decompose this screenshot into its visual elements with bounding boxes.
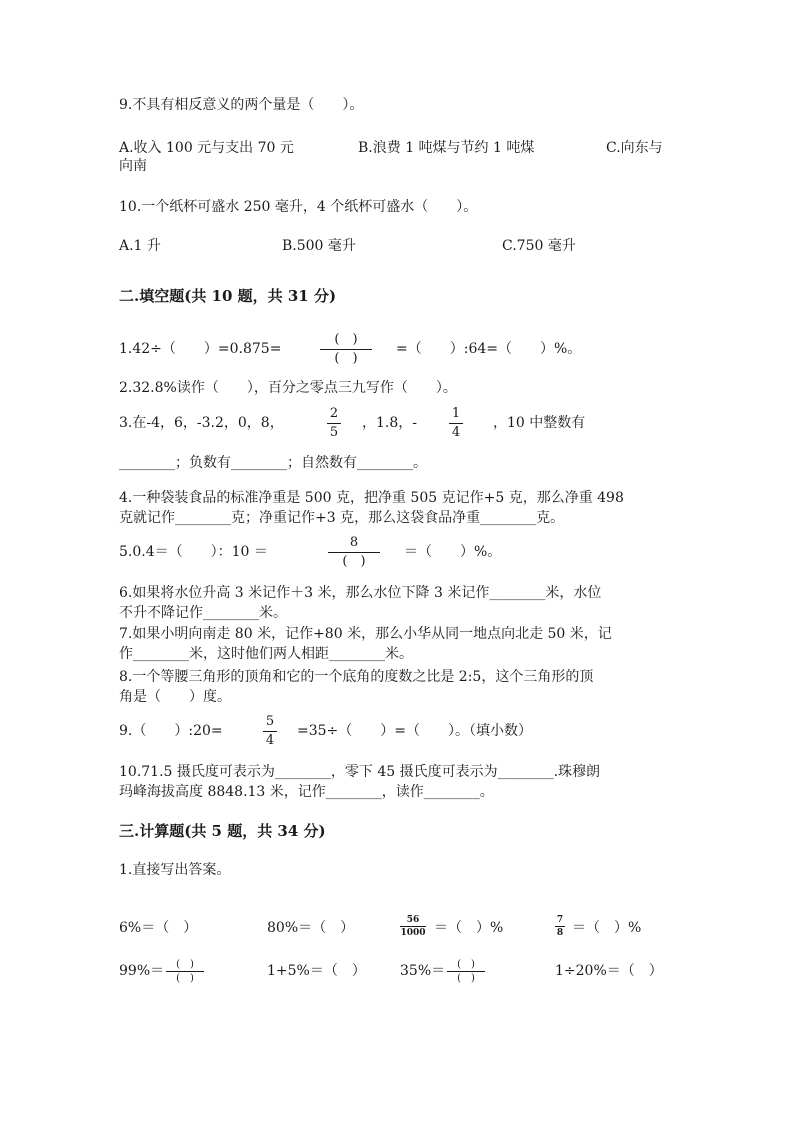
- fill-10a: 10.71.5 摄氏度可表示为________，零下 45 摄氏度可表示为________.珠穆朗: [119, 764, 601, 780]
- q9-option-a: A.收入 100 元与支出 70 元: [119, 140, 294, 156]
- fill-7b: 作________米，这时他们两人相距________米。: [119, 646, 413, 662]
- fill-3c: ，10 中整数有: [493, 415, 586, 431]
- calc-r2-f1-numerator: ( ): [176, 959, 194, 970]
- q10-option-c: C.750 毫升: [502, 238, 576, 254]
- q10-option-a: A.1 升: [119, 238, 161, 254]
- fill-1-numerator: ( ): [334, 332, 358, 347]
- calc-1-stem: 1.直接写出答案。: [119, 862, 231, 878]
- calc-r2-item-2: 1+5%＝（ ）: [267, 963, 366, 979]
- fill-6b: 不升不降记作________米。: [119, 605, 287, 621]
- fill-5a: 5.0.4＝（ ）：10 ＝: [119, 544, 268, 560]
- q9-option-c: C.向东与: [606, 140, 663, 156]
- q10-option-b: B.500 毫升: [282, 238, 356, 254]
- fill-3-numerator-1: 2: [329, 406, 339, 421]
- fill-1b: =（ ）:64=（ ）%。: [396, 341, 582, 357]
- q9-option-b: B.浪费 1 吨煤与节约 1 吨煤: [358, 140, 535, 156]
- fill-5b: ＝（ ）%。: [404, 544, 502, 560]
- calc-r1-f3-numerator: 56: [406, 915, 420, 925]
- fraction-bar: [400, 926, 426, 927]
- fill-5-fraction: [328, 535, 380, 570]
- q9-option-c-cont: 向南: [119, 158, 147, 174]
- fill-6a: 6.如果将水位升高 3 米记作＋3 米，那么水位下降 3 米记作________米，水位: [119, 585, 602, 601]
- calc-r2-item-1: 99%＝: [119, 963, 165, 979]
- fraction-bar: [263, 731, 277, 732]
- calc-r2-f2-denominator: ( ): [457, 973, 475, 984]
- fraction-bar: [327, 423, 341, 424]
- fill-1-denominator: ( ): [334, 351, 358, 366]
- calc-r1-item-2: 80%＝（ ）: [267, 920, 355, 936]
- calc-r1-f3-denominator: 1000: [400, 928, 426, 938]
- fill-8a: 8.一个等腰三角形的顶角和它的一个底角的度数之比是 2:5，这个三角形的顶: [119, 669, 594, 685]
- fill-4b: 克就记作________克；净重记作+3 克，那么这袋食品净重________克。: [119, 510, 565, 526]
- section-2-title: 二.填空题(共 10 题，共 31 分): [119, 287, 337, 305]
- fill-3-numerator-2: 1: [451, 406, 461, 421]
- fill-3b: ，1.8，-: [362, 415, 417, 431]
- fill-9-denominator: 4: [265, 733, 275, 748]
- fill-9a: 9.（ ）:20=: [119, 723, 223, 739]
- calc-r2-f2-numerator: ( ): [457, 959, 475, 970]
- fraction-bar: [447, 971, 485, 972]
- calc-r1-f4-numerator: 7: [556, 915, 564, 925]
- fill-3-denominator-2: 4: [451, 425, 461, 440]
- calc-r1-fraction-7-8: [555, 915, 565, 938]
- fraction-bar: [328, 552, 380, 553]
- fill-9-fraction: [263, 714, 277, 749]
- fill-1a: 1.42÷（ ）=0.875=: [119, 341, 282, 357]
- q10-stem: 10.一个纸杯可盛水 250 毫升，4 个纸杯可盛水（ ）。: [119, 199, 478, 215]
- calc-r2-f1-denominator: ( ): [176, 973, 194, 984]
- calc-r2-fraction-2: [447, 959, 485, 984]
- fill-1-fraction: [320, 332, 372, 367]
- calc-r1-item-3: ＝（ ）%: [434, 920, 504, 936]
- fill-10b: 玛峰海拔高度 8848.13 米，记作________，读作________。: [119, 784, 494, 800]
- fill-7a: 7.如果小明向南走 80 米，记作+80 米，那么小华从同一地点向北走 50 米，记: [119, 626, 612, 642]
- calc-r2-item-3: 35%＝: [400, 963, 446, 979]
- q9-stem: 9.不具有相反意义的两个量是（ ）。: [119, 97, 364, 113]
- fill-3-denominator-1: 5: [329, 425, 339, 440]
- fraction-bar: [555, 926, 565, 927]
- fill-3-fraction-1: [327, 406, 341, 441]
- fill-2: 2.32.8%读作（ ），百分之零点三九写作（ ）。: [119, 380, 457, 396]
- calc-r1-fraction-56-1000: [400, 915, 426, 938]
- fill-9-numerator: 5: [265, 714, 275, 729]
- fill-8b: 角是（ ）度。: [119, 689, 231, 705]
- fill-4a: 4.一种袋装食品的标准净重是 500 克，把净重 505 克记作+5 克，那么净重 498: [119, 490, 624, 506]
- calc-r1-item-4: ＝（ ）%: [572, 920, 642, 936]
- fill-5-denominator: ( ): [342, 554, 366, 569]
- fraction-bar: [166, 971, 204, 972]
- fill-3a: 3.在-4，6，-3.2，0，8，: [119, 415, 284, 431]
- fill-9b: =35÷（ ）=（ ）。（填小数）: [297, 723, 533, 739]
- fraction-bar: [449, 423, 463, 424]
- calc-r2-fraction-1: [166, 959, 204, 984]
- fill-3d: ________；负数有________；自然数有________。: [119, 455, 427, 471]
- fraction-bar: [320, 349, 372, 350]
- fill-5-numerator: 8: [349, 535, 359, 550]
- section-3-title: 三.计算题(共 5 题，共 34 分): [119, 822, 326, 840]
- calc-r1-f4-denominator: 8: [556, 928, 564, 938]
- calc-r2-item-4: 1÷20%＝（ ）: [555, 963, 663, 979]
- calc-r1-item-1: 6%＝（ ）: [119, 920, 198, 936]
- fill-3-fraction-2: [449, 406, 463, 441]
